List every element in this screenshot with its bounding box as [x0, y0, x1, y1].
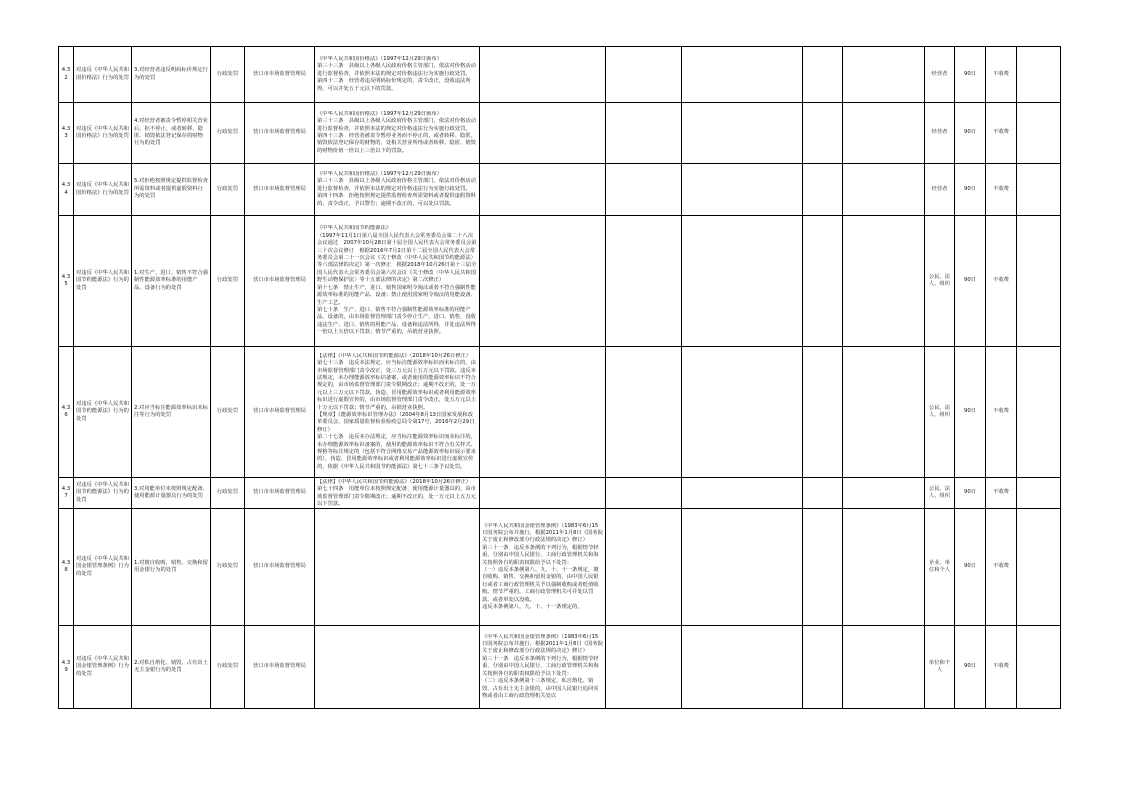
implementing-agency: [245, 347, 315, 478]
responsible-subject: [925, 103, 955, 164]
time-limit: [955, 164, 986, 216]
fee-status: [986, 347, 1017, 478]
power-category: [211, 103, 245, 164]
blank-cell: [1017, 103, 1061, 164]
fee-status: [986, 626, 1017, 709]
blank-cell: [803, 626, 843, 709]
blank-cell: [606, 47, 682, 103]
legal-basis: [315, 103, 480, 164]
time-limit-text: 90日: [963, 663, 977, 670]
item-name: [74, 478, 132, 509]
legal-basis-text: 《中华人民共和国节约能源法》 （1997年11月1日第八届全国人民代表大会常务委员会第二十八次会议通过 2007年10月28日第十届全国人民代表大会常务委员会第三十次会议修订 根据2016年7月2日第十二届全国人民代表大会常务委员会第二十一次会议《关于修改〈中华人民共和国节约能源法〉等六部法律的决定》第一次修正 根据2018年10月26日第十三届全国人民代表大会常务委员会第六次会议《关于修改〈中华人民共和国野生动物保护法〉等十五部法律的决定》第二次修正） 第十七条 禁止生产、进口、销售国家明令淘汰或者不符合强制性能源效率标准的用能产品、设备；禁止使用国家明令淘汰的用能设备、生产工艺。 第七十条 生产、进口、销售不符合强制性能源效率标准的用能产品、设备的，由市场监督管理部门责令停止生产、进口、销售，没收违法生产、进口、销售的用能产品、设备和违法所得，并处违法所得一倍以上五倍以下罚款；情节严重的，吊销营业执照。: [317, 225, 477, 336]
power-category: [211, 509, 245, 626]
power-category-text: 行政处罚: [216, 70, 239, 77]
row-index-text: 4.39: [61, 659, 71, 673]
fee-status-text: 不收费: [993, 129, 1009, 136]
legal-basis-supplement: [480, 47, 606, 103]
legal-basis: [315, 164, 480, 216]
legal-basis-supplement: [480, 478, 606, 509]
sub-item-name: [132, 164, 211, 216]
blank-cell: [803, 47, 843, 103]
power-list-table: [58, 46, 1061, 709]
blank-cell: [1017, 509, 1061, 626]
time-limit-text: 90日: [963, 185, 977, 192]
implementing-agency: [245, 103, 315, 164]
implementing-agency: [245, 509, 315, 626]
item-name-text: 对违反《中华人民共和国节约能源法》行为的处罚: [76, 481, 129, 503]
table-row: [59, 164, 1061, 216]
item-name: [74, 626, 132, 709]
time-limit-text: 90日: [963, 70, 977, 77]
row-index-text: 4.32: [61, 67, 71, 81]
responsible-subject: [925, 478, 955, 509]
sub-item-name: [132, 47, 211, 103]
power-category: [211, 478, 245, 509]
implementing-agency: [245, 478, 315, 509]
power-category-text: 行政处罚: [216, 563, 239, 570]
blank-cell: [803, 103, 843, 164]
legal-basis-text: 【法律】《中华人民共和国节约能源法》（2018年10月26日修正） 第七十四条 用能单位未按照规定配备、使用能源计量器具的，由市场监督管理部门责令限期改正；逾期不改正的，处一万元以上五万元以下罚款。: [317, 479, 476, 507]
sub-item-name: [132, 478, 211, 509]
row-index: [59, 509, 74, 626]
blank-cell: [1017, 164, 1061, 216]
time-limit-text: 90日: [963, 129, 977, 136]
legal-basis-text: 《中华人民共和国价格法》（1997年12月29日颁布） 第三十三条 县级以上各级人民政府价格主管部门，依法对价格活动进行监督检查，并依照本法的规定对价格违法行为实施行政处罚。 第四十三条 经营者被责令暂停业务而不停止的，或者转移、隐匿、销毁依法登记保存的财物的，处相关营业所得或者转移、隐匿、销毁的财物价值一倍以上三倍以下的罚款。: [317, 110, 476, 154]
blank-cell: [843, 47, 925, 103]
legal-basis-supplement-text: 《中华人民共和国金银管理条例》（1983年6月15日国务院公布并施行，根据2011年1月8日《国务院关于废止和修改部分行政法规的决定》修订） 第三十一条 违反本条例的下列行为，根据情节轻重，分别由中国人民银行、工商行政管理机关和海关按照各自的职责权限给予以下处罚： （一）违反本条例第八、九、十、十一条规定，擅自收购、销售、交换和留用金银的，由中国人民银行或者工商行政管理机关予以强制收购或者贬值收购。情节严重的，工商行政管理机关可并处以罚款，或者单处以没收。 违反本条例第八、九、十、十一条规定的，: [482, 522, 603, 611]
responsible-subject: [925, 347, 955, 478]
blank-cell: [682, 509, 803, 626]
table-row: [59, 478, 1061, 509]
power-category: [211, 347, 245, 478]
legal-basis-supplement: [480, 103, 606, 164]
blank-cell: [843, 478, 925, 509]
fee-status-text: 不收费: [993, 489, 1009, 496]
time-limit-text: 90日: [963, 489, 977, 496]
responsible-subject-text: 单位和个人: [928, 659, 951, 673]
item-name-text: 对违反《中华人民共和国价格法》行为的处罚: [76, 67, 129, 81]
sub-item-name: [132, 347, 211, 478]
responsible-subject: [925, 47, 955, 103]
blank-cell: [803, 216, 843, 347]
table-row: [59, 216, 1061, 347]
time-limit: [955, 216, 986, 347]
item-name-text: 对违反《中华人民共和国节约能源法》行为的处罚: [76, 269, 129, 291]
implementing-agency-text: 营口市市场监督管理局: [253, 70, 306, 77]
blank-cell: [682, 478, 803, 509]
row-index-text: 4.37: [61, 485, 71, 499]
blank-cell: [843, 103, 925, 164]
row-index: [59, 164, 74, 216]
responsible-subject-text: 公民、法人、组织: [928, 485, 951, 499]
fee-status-text: 不收费: [993, 563, 1009, 570]
blank-cell: [606, 103, 682, 164]
item-name-text: 对违反《中华人民共和国节约能源法》行为的处罚: [76, 400, 129, 422]
blank-cell: [843, 626, 925, 709]
implementing-agency-text: 营口市市场监督管理局: [253, 129, 306, 136]
legal-basis: [315, 216, 480, 347]
sub-item-name-text: 2.对应当标注能源效率标识未标注等行为的处罚: [134, 404, 208, 418]
fee-status: [986, 478, 1017, 509]
power-category-text: 行政处罚: [216, 185, 239, 192]
blank-cell: [606, 347, 682, 478]
responsible-subject-text: 经营者: [931, 129, 948, 136]
responsible-subject-text: 经营者: [931, 70, 948, 77]
responsible-subject: [925, 509, 955, 626]
implementing-agency: [245, 47, 315, 103]
implementing-agency: [245, 216, 315, 347]
implementing-agency-text: 营口市市场监督管理局: [253, 277, 306, 284]
table-row: [59, 509, 1061, 626]
power-category-text: 行政处罚: [216, 408, 239, 415]
time-limit: [955, 103, 986, 164]
responsible-subject: [925, 626, 955, 709]
responsible-subject: [925, 216, 955, 347]
blank-cell: [606, 216, 682, 347]
legal-basis-text: 《中华人民共和国价格法》（1997年12月29日颁布） 第三十三条 县级以上各级人民政府价格主管部门，依法对价格活动进行监督检查，并依照本法的规定对价格违法行为实施行政处罚。 第四十四条 拒绝按照规定提供监督检查所需资料或者提供虚假资料的，责令改正，予以警告；逾期不改正的，可以处以罚款。: [317, 170, 476, 207]
legal-basis: [315, 47, 480, 103]
row-index-text: 4.35: [61, 273, 71, 287]
sub-item-name-text: 4.对经营者被责令暂停相关营业后，拒不停止，或者转移、隐匿、销毁依法登记保存的财物行为的处罚: [134, 118, 208, 147]
blank-cell: [803, 164, 843, 216]
legal-basis-supplement: [480, 626, 606, 709]
fee-status: [986, 216, 1017, 347]
item-name-text: 对违反《中华人民共和国金银管理条例》行为的处罚: [76, 555, 129, 577]
legal-basis-supplement: [480, 347, 606, 478]
fee-status-text: 不收费: [993, 277, 1009, 284]
fee-status: [986, 103, 1017, 164]
fee-status: [986, 47, 1017, 103]
responsible-subject-text: 公民、法人、组织: [928, 404, 951, 418]
blank-cell: [606, 509, 682, 626]
time-limit-text: 90日: [963, 408, 977, 415]
sub-item-name: [132, 626, 211, 709]
fee-status: [986, 509, 1017, 626]
fee-status-text: 不收费: [993, 70, 1009, 77]
implementing-agency-text: 营口市市场监督管理局: [253, 489, 306, 496]
item-name: [74, 103, 132, 164]
time-limit: [955, 347, 986, 478]
implementing-agency-text: 营口市市场监督管理局: [253, 663, 306, 670]
legal-basis-supplement: [480, 216, 606, 347]
row-index: [59, 626, 74, 709]
time-limit: [955, 47, 986, 103]
implementing-agency: [245, 626, 315, 709]
sub-item-name: [132, 509, 211, 626]
sub-item-name: [132, 216, 211, 347]
fee-status-text: 不收费: [993, 663, 1009, 670]
legal-basis-text: 《中华人民共和国价格法》（1997年12月29日颁布） 第三十三条 县级以上各级人民政府价格主管部门，依法对价格活动进行监督检查，并依照本法的规定对价格违法行为实施行政处罚。 第四十二条 经营者违反明码标价规定的，责令改正，没收违法所得，可以并处五千元以下的罚款。: [317, 55, 476, 92]
blank-cell: [803, 347, 843, 478]
row-index: [59, 216, 74, 347]
power-category-text: 行政处罚: [216, 277, 239, 284]
blank-cell: [803, 478, 843, 509]
row-index: [59, 47, 74, 103]
table-row: [59, 347, 1061, 478]
fee-status-text: 不收费: [993, 185, 1009, 192]
blank-cell: [803, 509, 843, 626]
time-limit-text: 90日: [963, 277, 977, 284]
legal-basis: [315, 509, 480, 626]
responsible-subject-text: 企业、单位和个人: [928, 559, 951, 573]
blank-cell: [843, 164, 925, 216]
blank-cell: [682, 216, 803, 347]
blank-cell: [682, 103, 803, 164]
blank-cell: [606, 478, 682, 509]
time-limit: [955, 509, 986, 626]
power-category: [211, 626, 245, 709]
blank-cell: [1017, 47, 1061, 103]
item-name-text: 对违反《中华人民共和国金银管理条例》行为的处罚: [76, 655, 129, 677]
row-index: [59, 478, 74, 509]
row-index-text: 4.33: [61, 125, 71, 139]
time-limit-text: 90日: [963, 563, 977, 570]
power-category: [211, 47, 245, 103]
table-row: [59, 103, 1061, 164]
responsible-subject-text: 公民、法人、组织: [928, 273, 951, 287]
blank-cell: [682, 347, 803, 478]
legal-basis: [315, 478, 480, 509]
fee-status-text: 不收费: [993, 408, 1009, 415]
fee-status: [986, 164, 1017, 216]
item-name-text: 对违反《中华人民共和国价格法》行为的处罚: [76, 125, 129, 139]
blank-cell: [606, 626, 682, 709]
legal-basis-supplement-text: 《中华人民共和国金银管理条例》（1983年6月15日国务院公布并施行，根据2011年1月8日《国务院关于废止和修改部分行政法规的决定》修订） 第三十一条 违反本条例的下列行为，根据情节轻重，分别由中国人民银行、工商行政管理机关和海关按照各自的职责权限给予以下处罚： （二）违反本条例第十三条规定，私自熔化、销毁、占有出土无主金银的，由中国人民银行追回实物或者由工商行政管理机关处以: [482, 633, 603, 699]
sub-item-name-text: 3.对用能单位未按照规定配备、使用能源计量器具行为的处罚: [134, 485, 208, 499]
power-category: [211, 216, 245, 347]
power-category-text: 行政处罚: [216, 129, 239, 136]
item-name: [74, 347, 132, 478]
sub-item-name: [132, 103, 211, 164]
power-category: [211, 164, 245, 216]
legal-basis: [315, 347, 480, 478]
legal-basis-supplement: [480, 509, 606, 626]
item-name: [74, 509, 132, 626]
sub-item-name-text: 2.对私自熔化、销毁、占有出土无主金银行为的处罚: [134, 659, 208, 673]
implementing-agency: [245, 164, 315, 216]
time-limit: [955, 626, 986, 709]
blank-cell: [606, 164, 682, 216]
blank-cell: [1017, 626, 1061, 709]
table-row: [59, 47, 1061, 103]
blank-cell: [682, 626, 803, 709]
blank-cell: [843, 509, 925, 626]
implementing-agency-text: 营口市市场监督管理局: [253, 185, 306, 192]
power-category-text: 行政处罚: [216, 663, 239, 670]
sub-item-name-text: 1.对生产、进口、销售不符合强制性能源效率标准的用能产品、设备行为的处罚: [134, 269, 208, 291]
blank-cell: [843, 216, 925, 347]
legal-basis-text: 【法律】《中华人民共和国节约能源法》（2018年10月26日修正） 第七十三条 违反本法规定，应当标注能源效率标识而未标注的，由市场监督管理部门责令改正，处三万元以上五万元以下罚款。违反本法规定，未办理能源效率标识备案，或者使用的能源效率标识不符合规定的，由市场监督管理部门责令限期改正；逾期不改正的，处一万元以上三万元以下罚款。伪造、冒用能源效率标识或者利用能源效率标识进行虚假宣传的，由市场监督管理部门责令改正，处五万元以上十万元以下罚款；情节严重的，吊销营业执照。 【规章】《能源效率标识管理办法》（2004年8月13日国家发展和改革委员会、国家质量监督检验检疫总局令第17号，2016年2月29日修订） 第二十七条 违反本办法规定，应当标注能源效率标识而未标注的，未办理能源效率标识备案的，使用的能源效率标识不符合有关样式、规格等标注规定的（包括不符合网络交易产品能源效率标识展示要求的），伪造、冒用能源效率标识或者利用能源效率标识进行虚假宣传的，依据《中华人民共和国节约能源法》第七十三条予以处罚。: [317, 352, 476, 470]
row-index-text: 4.34: [61, 182, 71, 196]
sub-item-name-text: 5.对拒绝按照规定提供监督检查所需资料或者提供虚假资料行为的处罚: [134, 178, 208, 200]
sub-item-name-text: 3.对经营者违反明码标价规定行为的处罚: [134, 67, 208, 81]
sub-item-name-text: 1.对擅自收购、销售、交换和留用金银行为的处罚: [134, 559, 208, 573]
legal-basis: [315, 626, 480, 709]
blank-cell: [1017, 347, 1061, 478]
blank-cell: [1017, 478, 1061, 509]
item-name: [74, 216, 132, 347]
blank-cell: [682, 47, 803, 103]
item-name: [74, 164, 132, 216]
responsible-subject-text: 经营者: [931, 185, 948, 192]
time-limit: [955, 478, 986, 509]
responsible-subject: [925, 164, 955, 216]
power-category-text: 行政处罚: [216, 489, 239, 496]
row-index: [59, 347, 74, 478]
row-index-text: 4.36: [61, 404, 71, 418]
blank-cell: [843, 347, 925, 478]
table-row: [59, 626, 1061, 709]
item-name: [74, 47, 132, 103]
legal-basis-supplement: [480, 164, 606, 216]
implementing-agency-text: 营口市市场监督管理局: [253, 563, 306, 570]
blank-cell: [682, 164, 803, 216]
implementing-agency-text: 营口市市场监督管理局: [253, 408, 306, 415]
blank-cell: [1017, 216, 1061, 347]
item-name-text: 对违反《中华人民共和国价格法》行为的处罚: [76, 182, 129, 196]
row-index-text: 4.38: [61, 559, 71, 573]
row-index: [59, 103, 74, 164]
